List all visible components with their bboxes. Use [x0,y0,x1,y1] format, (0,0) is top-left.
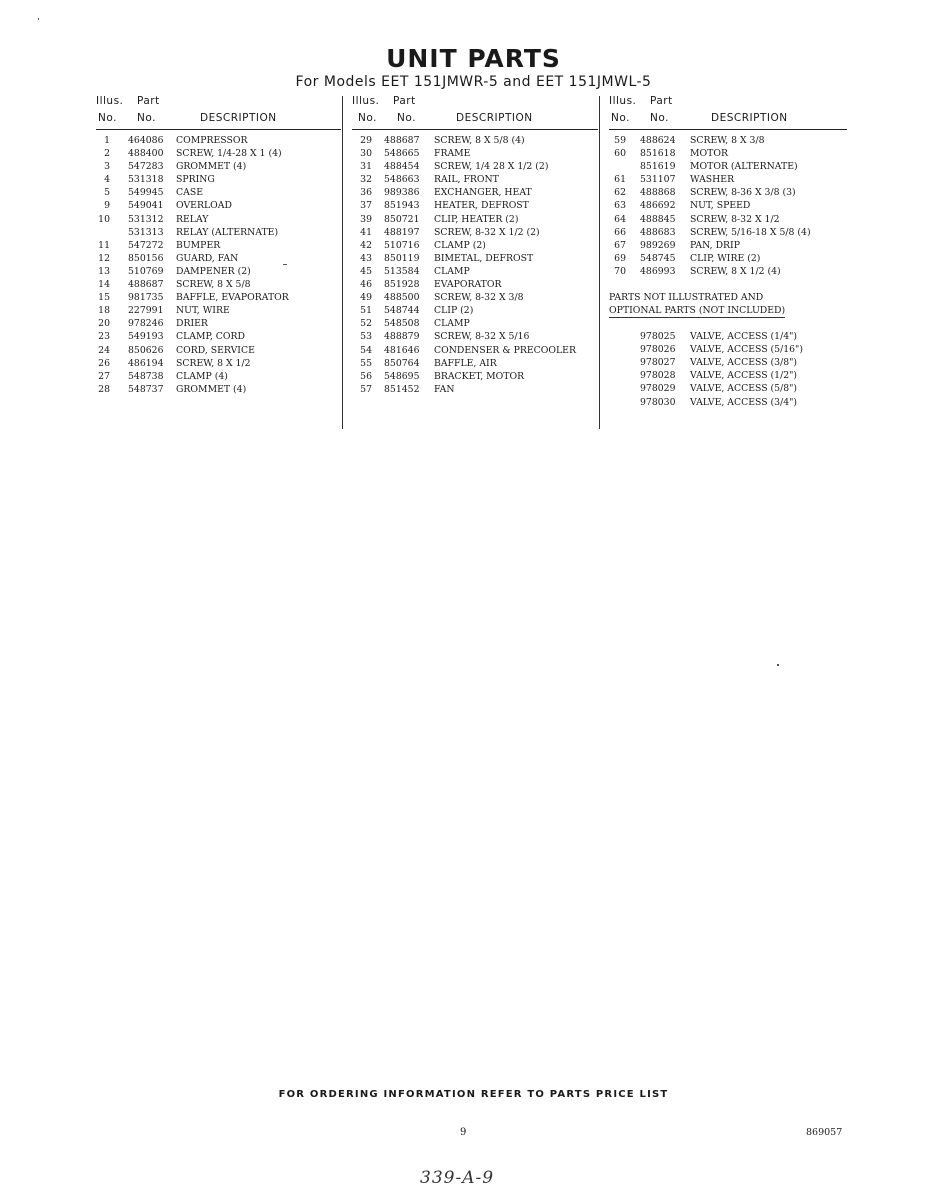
part-description: SCREW, 8-32 X 5/16 [434,331,530,343]
part-number: 978246 [128,318,164,330]
illus-number: 11 [98,239,110,251]
not-illustrated-note [609,291,847,318]
part-description: CLIP, WIRE (2) [690,252,761,264]
part-row [352,344,598,357]
part-number: 513584 [384,265,420,277]
part-row [352,186,598,199]
illus-number: 41 [360,226,372,238]
part-description: MOTOR [690,148,728,160]
part-row [352,213,598,226]
part-row [352,357,598,370]
part-number: 488454 [384,161,420,173]
illus-number: 70 [614,265,626,277]
illus-number: 63 [614,200,626,212]
part-row [96,147,341,160]
part-row [352,383,598,396]
part-description: GROMMET (4) [176,161,247,173]
part-row [609,199,847,212]
illus-no-header: No. [611,112,630,124]
part-row [609,369,847,382]
part-description: VALVE, ACCESS (5/16") [690,344,803,356]
illus-number: 12 [98,252,110,264]
part-row [609,147,847,160]
illus-number: 28 [98,383,110,395]
part-number: 548737 [128,383,164,395]
illus-number: 66 [614,226,626,238]
part-row [352,226,598,239]
part-row [96,383,341,396]
note-line-1: PARTS NOT ILLUSTRATED AND [609,292,764,304]
illus-number: 29 [360,135,372,146]
part-number: 531313 [128,226,164,238]
illus-number: 9 [104,200,110,212]
part-description: CLIP, HEATER (2) [434,213,519,225]
part-number: 978026 [640,344,676,356]
part-number: 851928 [384,279,420,291]
part-number: 549945 [128,187,164,199]
column-divider [342,96,343,429]
illus-number: 36 [360,187,372,199]
part-number: 851452 [384,383,420,395]
part-row [352,370,598,383]
illus-number: 54 [360,344,372,356]
part-description: SCREW, 8-36 X 3/8 (3) [690,187,796,199]
part-no-header: No. [397,112,416,124]
part-number: 978029 [640,383,676,395]
illus-number: 64 [614,213,626,225]
part-row [609,239,847,252]
column-header [352,94,598,130]
part-row [96,134,341,147]
part-description: DRIER [176,318,208,330]
part-row [352,173,598,186]
part-row [96,173,341,186]
part-row [96,304,341,317]
part-number: 978030 [640,396,676,408]
handwritten-note: 339-A-9 [420,1168,495,1188]
illus-number: 15 [98,292,110,304]
part-row [96,252,341,265]
ordering-footer: FOR ORDERING INFORMATION REFER TO PARTS PRICE LIST [278,1089,669,1100]
part-number: 851943 [384,200,420,212]
part-number: 510716 [384,239,420,251]
part-row [609,252,847,265]
parts-rows [352,134,598,396]
part-number: 531318 [128,174,164,186]
part-no-header: No. [650,112,669,124]
part-row [96,357,341,370]
part-row [609,343,847,356]
part-number: 486993 [640,265,676,277]
illus-number: 13 [98,265,110,277]
part-row [609,330,847,343]
models-subtitle: For Models EET 151JMWR-5 and EET 151JMWL-5 [295,74,652,90]
illus-number: 56 [360,370,372,382]
part-number: 978027 [640,357,676,369]
parts-rows [96,134,341,396]
illus-number: 60 [614,148,626,160]
part-description: BRACKET, MOTOR [434,370,525,382]
part-row [609,356,847,369]
part-row [352,278,598,291]
part-number: 850721 [384,213,420,225]
illus-number: 59 [614,135,626,146]
illus-number: 67 [614,239,626,251]
part-description: SCREW, 8 X 1/2 (4) [690,265,781,277]
part-number: 548508 [384,318,420,330]
illus-number: 31 [360,161,372,173]
part-description: VALVE, ACCESS (3/4") [690,396,798,408]
part-description: RAIL, FRONT [434,174,499,186]
illus-number: 5 [104,187,110,199]
part-number: 549041 [128,200,164,212]
illus-number: 39 [360,213,372,225]
page-title: UNIT PARTS [386,44,561,73]
part-number: 488687 [384,135,420,146]
part-description: SPRING [176,174,215,186]
part-number: 548695 [384,370,420,382]
part-description: PAN, DRIP [690,239,740,251]
part-number: 488500 [384,292,420,304]
optional-parts-rows [609,330,847,409]
scan-speck [777,664,779,666]
part-row [609,382,847,395]
part-row [352,252,598,265]
part-description: COMPRESSOR [176,135,248,146]
illus-number: 46 [360,279,372,291]
part-number: 488879 [384,331,420,343]
part-number: 850119 [384,252,420,264]
part-number: 488400 [128,148,164,160]
illus-number: 18 [98,305,110,317]
part-row [96,370,341,383]
illus-number: 57 [360,383,372,395]
part-row [352,317,598,330]
part-row [96,226,341,239]
part-row [96,291,341,304]
header-rule [352,129,598,130]
part-number: 548663 [384,174,420,186]
part-description: SCREW, 8 X 5/8 [176,279,251,291]
header-rule [96,129,341,130]
parts-column-1 [96,94,341,396]
part-number: 989269 [640,239,676,251]
part-number: 978025 [640,331,676,343]
part-row [96,317,341,330]
part-number: 547272 [128,239,164,251]
part-row [352,239,598,252]
illus-number: 2 [104,148,110,160]
part-description: FAN [434,383,455,395]
scan-speck [283,264,287,265]
illus-number: 43 [360,252,372,264]
part-description: SCREW, 8 X 3/8 [690,135,765,146]
part-header: Part [393,95,416,107]
part-description: SCREW, 8 X 5/8 (4) [434,135,525,146]
part-number: 549193 [128,331,164,343]
illus-number: 26 [98,357,110,369]
part-description: VALVE, ACCESS (1/2") [690,370,798,382]
part-row [609,265,847,278]
part-row [352,199,598,212]
part-description: BAFFLE, EVAPORATOR [176,292,289,304]
document-number: 869057 [806,1127,843,1138]
part-number: 486692 [640,200,676,212]
part-description: BAFFLE, AIR [434,357,497,369]
part-description: CLAMP [434,265,470,277]
illus-header: Illus. [352,95,380,107]
illus-no-header: No. [98,112,117,124]
part-row [352,147,598,160]
part-number: 481646 [384,344,420,356]
column-header [96,94,341,130]
part-description: SCREW, 8 X 1/2 [176,357,251,369]
part-number: 488197 [384,226,420,238]
part-number: 488624 [640,135,676,146]
part-row [609,396,847,409]
part-description: VALVE, ACCESS (5/8") [690,383,798,395]
part-row [609,160,847,173]
part-number: 548744 [384,305,420,317]
part-number: 547283 [128,161,164,173]
part-description: DAMPENER (2) [176,265,251,277]
column-header [609,94,847,130]
part-number: 978028 [640,370,676,382]
part-number: 488845 [640,213,676,225]
part-number: 531312 [128,213,164,225]
scan-speck [38,18,39,20]
parts-column-3 [609,94,847,409]
part-number: 486194 [128,357,164,369]
illus-header: Illus. [609,95,637,107]
part-row [96,278,341,291]
part-description: SCREW, 1/4-28 X 1 (4) [176,148,282,160]
part-description: CLAMP [434,318,470,330]
note-line-2: OPTIONAL PARTS (NOT INCLUDED) [609,305,786,317]
part-number: 488683 [640,226,676,238]
part-description: BUMPER [176,239,221,251]
part-description: GROMMET (4) [176,383,247,395]
part-row [96,330,341,343]
part-row [96,265,341,278]
part-number: 850764 [384,357,420,369]
parts-column-2 [352,94,598,396]
page-number: 9 [460,1127,467,1138]
part-row [352,160,598,173]
part-row [609,186,847,199]
description-header: DESCRIPTION [200,112,277,124]
illus-number: 3 [104,161,110,173]
part-number: 548738 [128,370,164,382]
part-description: SCREW, 5/16-18 X 5/8 (4) [690,226,811,238]
part-number: 488868 [640,187,676,199]
part-description: VALVE, ACCESS (1/4") [690,331,798,343]
part-description: CONDENSER & PRECOOLER [434,344,576,356]
illus-number: 51 [360,305,372,317]
part-row [609,134,847,147]
illus-number: 37 [360,200,372,212]
illus-number: 30 [360,148,372,160]
part-row [609,226,847,239]
part-description: SCREW, 8-32 X 1/2 [690,213,780,225]
illus-number: 49 [360,292,372,304]
part-description: EXCHANGER, HEAT [434,187,532,199]
illus-number: 45 [360,265,372,277]
part-description: CLAMP (2) [434,239,486,251]
part-description: EVAPORATOR [434,279,502,291]
part-header: Part [650,95,673,107]
illus-number: 14 [98,279,110,291]
illus-number: 61 [614,174,626,186]
part-number: 548665 [384,148,420,160]
illus-number: 52 [360,318,372,330]
part-description: MOTOR (ALTERNATE) [690,161,798,173]
part-row [352,304,598,317]
illus-number: 32 [360,174,372,186]
illus-number: 53 [360,331,372,343]
part-number: 850156 [128,252,164,264]
part-number: 850626 [128,344,164,356]
part-description: CLAMP, CORD [176,331,245,343]
part-description: CLIP (2) [434,305,474,317]
part-description: CASE [176,187,203,199]
part-row [96,239,341,252]
header-rule [609,129,847,130]
illus-number: 4 [104,174,110,186]
part-no-header: No. [137,112,156,124]
illus-number: 27 [98,370,110,382]
part-description: NUT, WIRE [176,305,230,317]
part-row [609,213,847,226]
part-row [352,265,598,278]
part-number: 531107 [640,174,676,186]
part-description: HEATER, DEFROST [434,200,529,212]
illus-header: Illus. [96,95,124,107]
part-number: 989386 [384,187,420,199]
part-number: 510769 [128,265,164,277]
part-number: 851619 [640,161,676,173]
illus-number: 62 [614,187,626,199]
part-number: 981735 [128,292,164,304]
part-number: 464086 [128,135,164,146]
description-header: DESCRIPTION [456,112,533,124]
part-description: VALVE, ACCESS (3/8") [690,357,798,369]
part-row [352,134,598,147]
illus-no-header: No. [358,112,377,124]
part-description: OVERLOAD [176,200,232,212]
parts-rows [609,134,847,278]
illus-number: 69 [614,252,626,264]
part-number: 227991 [128,305,164,317]
part-number: 488687 [128,279,164,291]
part-description: WASHER [690,174,735,186]
part-description: FRAME [434,148,471,160]
part-description: NUT, SPEED [690,200,751,212]
part-header: Part [137,95,160,107]
part-row [96,199,341,212]
illus-number: 24 [98,344,110,356]
illus-number: 20 [98,318,110,330]
part-description: GUARD, FAN [176,252,239,264]
part-row [352,330,598,343]
part-description: BIMETAL, DEFROST [434,252,534,264]
part-description: CORD, SERVICE [176,344,255,356]
illus-number: 1 [104,135,110,146]
part-number: 548745 [640,252,676,264]
part-description: RELAY [176,213,209,225]
part-row [96,160,341,173]
part-description: SCREW, 8-32 X 1/2 (2) [434,226,540,238]
part-description: RELAY (ALTERNATE) [176,226,279,238]
illus-number: 23 [98,331,110,343]
part-description: CLAMP (4) [176,370,228,382]
part-row [96,186,341,199]
part-description: SCREW, 8-32 X 3/8 [434,292,524,304]
part-number: 851618 [640,148,676,160]
part-description: SCREW, 1/4 28 X 1/2 (2) [434,161,549,173]
description-header: DESCRIPTION [711,112,788,124]
illus-number: 42 [360,239,372,251]
part-row [352,291,598,304]
illus-number: 10 [98,213,110,225]
column-divider [599,96,600,429]
part-row [609,173,847,186]
part-row [96,213,341,226]
part-row [96,344,341,357]
illus-number: 55 [360,357,372,369]
